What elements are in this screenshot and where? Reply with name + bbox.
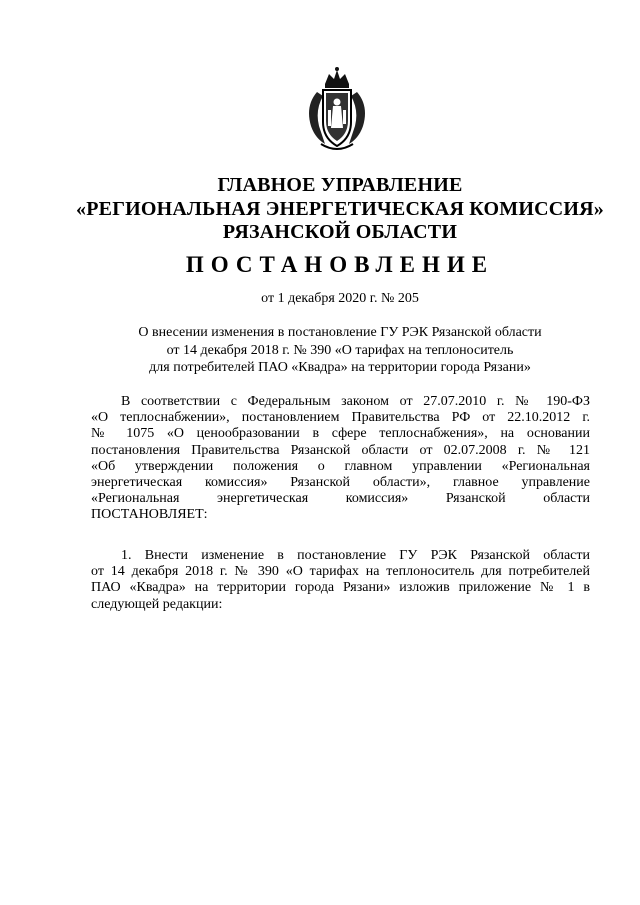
paragraph-line: № 1075 «О ценообразовании в сфере теплоснабжения», на основании <box>91 426 590 442</box>
preamble-paragraph <box>91 394 590 524</box>
decree-date-number: от 1 декабря 2020 г. № 205 <box>261 291 419 306</box>
authority-name-line3: РЯЗАНСКОЙ ОБЛАСТИ <box>222 221 458 243</box>
paragraph-line: ПОСТАНОВЛЯЕТ: <box>91 507 208 523</box>
paragraph-line: постановления Правительства Рязанской области от 02.07.2008 г. № 121 <box>91 442 590 458</box>
clause-1-paragraph <box>91 548 590 613</box>
paragraph-line: ПАО «Квадра» на территории города Рязани» изложив приложение № 1 в <box>91 580 590 596</box>
subject-line: от 14 декабря 2018 г. № 390 «О тарифах на теплоноситель <box>166 342 514 358</box>
decree-title: ПОСТАНОВЛЕНИЕ <box>185 252 495 277</box>
paragraph-line: «О теплоснабжении», постановлением Правительства РФ от 22.10.2012 г. <box>91 410 590 426</box>
authority-name-line1: ГЛАВНОЕ УПРАВЛЕНИЕ <box>217 174 463 196</box>
subject-line: О внесении изменения в постановление ГУ РЭК Рязанской области <box>138 325 542 340</box>
paragraph-line: В соответствии с Федеральным законом от 27.07.2010 г. № 190-ФЗ <box>121 394 590 409</box>
ryazan-coat-of-arms-icon <box>301 66 373 152</box>
decree-subject <box>90 324 590 377</box>
paragraph-line: от 14 декабря 2018 г. № 390 «О тарифах на теплоноситель для потребителей <box>91 564 590 580</box>
paragraph-line: 1. Внести изменение в постановление ГУ РЭК Рязанской области <box>121 548 590 563</box>
paragraph-line: «Региональная энергетическая комиссия» Рязанской области <box>91 491 590 507</box>
paragraph-line: «Об утверждении положения о главном управлении «Региональная <box>91 458 590 474</box>
paragraph-line: энергетическая комиссия» Рязанской области», главное управление <box>91 475 590 491</box>
authority-name-line2: «РЕГИОНАЛЬНАЯ ЭНЕРГЕТИЧЕСКАЯ КОМИССИЯ» <box>76 198 604 220</box>
paragraph-line: следующей редакции: <box>91 596 223 612</box>
subject-line: для потребителей ПАО «Квадра» на территории города Рязани» <box>149 360 531 375</box>
